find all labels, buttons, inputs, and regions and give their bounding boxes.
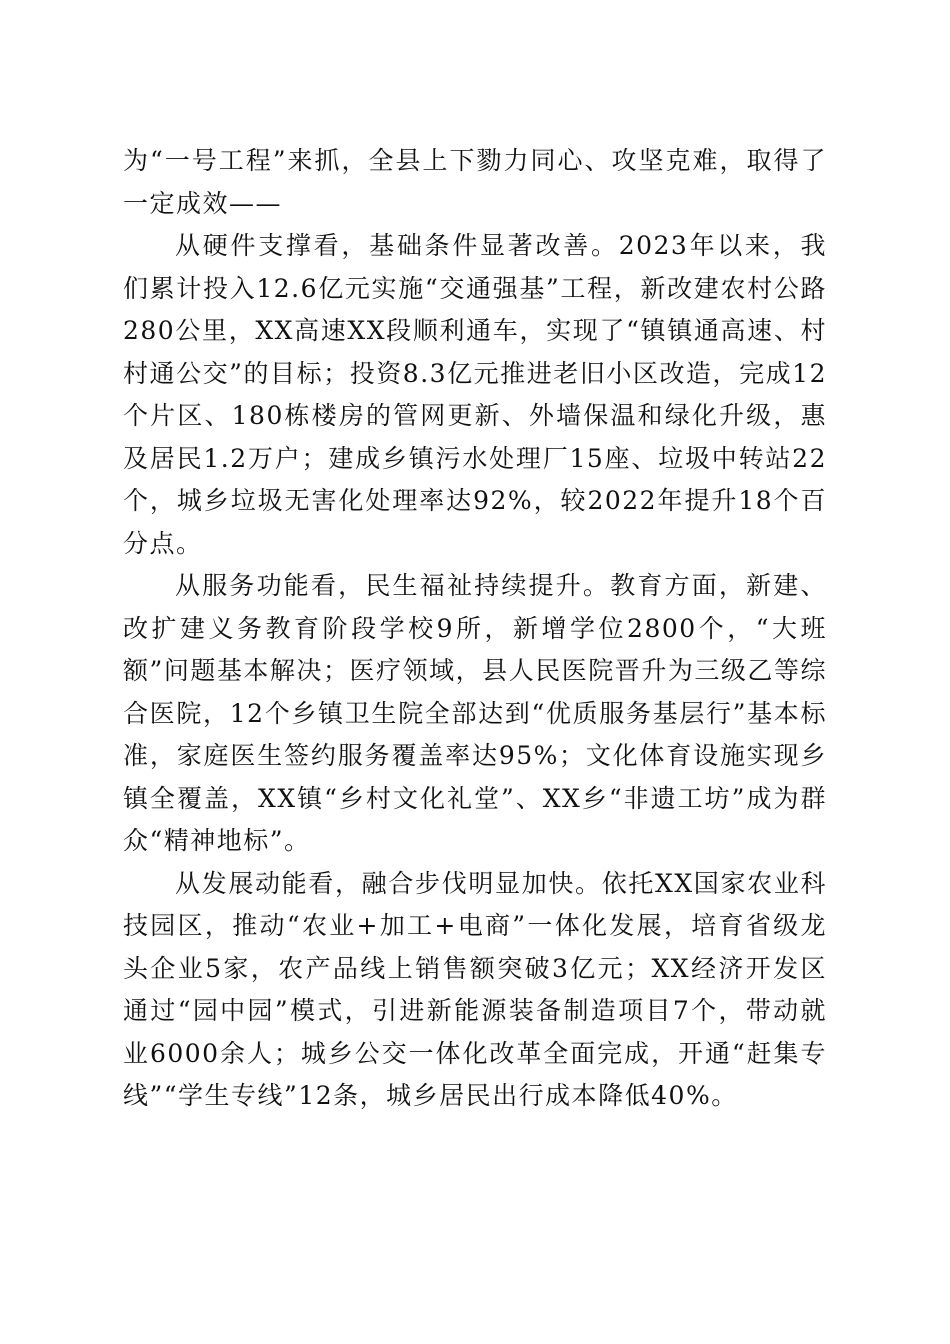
paragraph-continuation: 为“一号工程”来抓，全县上下勠力同心、攻坚克难，取得了一定成效—— — [123, 146, 827, 218]
document-body — [123, 140, 827, 1118]
paragraph-hardware: 从硬件支撑看，基础条件显著改善。2023年以来，我们累计投入12.6亿元实施“交通强基”工程，新改建农村公路280公里，XX高速XX段顺利通车，实现了“镇镇通高速、村村通公交”的目标；投资8.3亿元推进老旧小区改造，完成12个片区、180栋楼房的管网更新、外墙保温和绿化升级，惠及居民1.2万户；建成乡镇污水处理厂15座、垃圾中转站22个，城乡垃圾无害化处理率达92%，较2022年提升18个百分点。 — [123, 231, 827, 558]
paragraph-development: 从发展动能看，融合步伐明显加快。依托XX国家农业科技园区，推动“农业+加工+电商”一体化发展，培育省级龙头企业5家，农产品线上销售额突破3亿元；XX经济开发区通过“园中园”模式，引进新能源装备制造项目7个，带动就业6000余人；城乡公交一体化改革全面完成，开通“赶集专线”“学生专线”12条，城乡居民出行成本降低40%。 — [123, 868, 827, 1110]
paragraph-services: 从服务功能看，民生福祉持续提升。教育方面，新建、改扩建义务教育阶段学校9所，新增学位2800个，“大班额”问题基本解决；医疗领域，县人民医院晋升为三级乙等综合医院，12个乡镇卫生院全部达到“优质服务基层行”基本标准，家庭医生签约服务覆盖率达95%；文化体育设施实现乡镇全覆盖，XX镇“乡村文化礼堂”、XX乡“非遗工坊”成为群众“精神地标”。 — [123, 571, 827, 855]
